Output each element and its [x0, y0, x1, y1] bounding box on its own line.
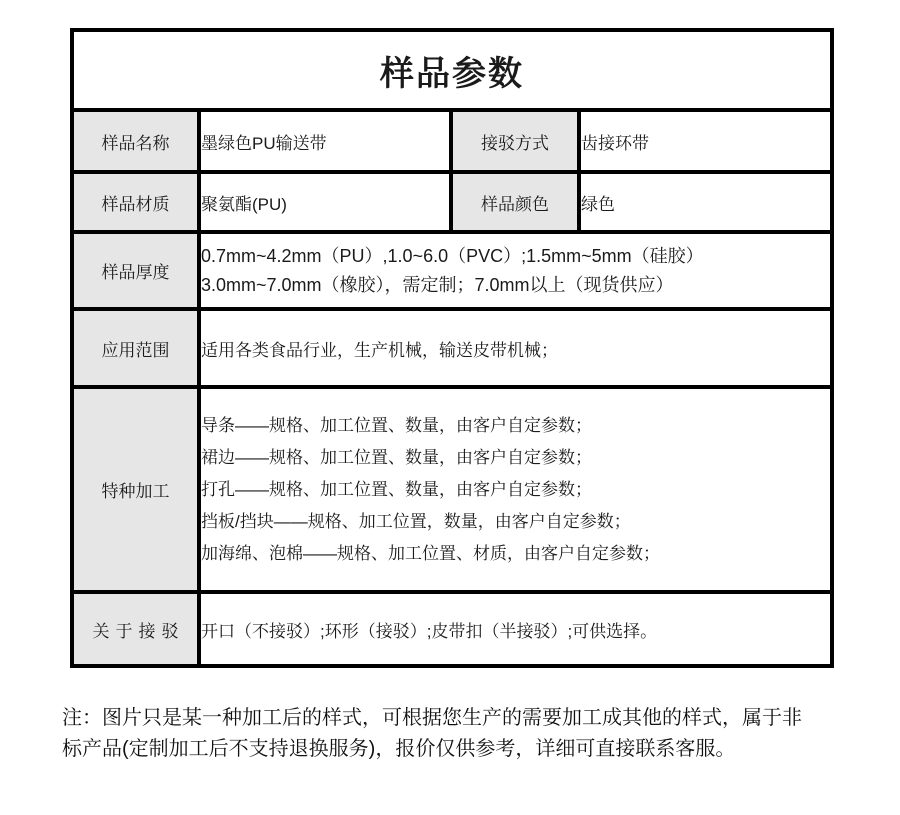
label-joint-method: 接驳方式	[451, 110, 579, 172]
label-sample-material: 样品材质	[72, 172, 199, 232]
label-sample-name: 样品名称	[72, 110, 199, 172]
table-row-about-joint	[72, 592, 832, 666]
footnote-line-2: 标产品(定制加工后不支持退换服务)，报价仅供参考，详细可直接联系客服。	[62, 738, 736, 760]
special-line-sponge-foam: 加海绵、泡棉——规格、加工位置、材质，由客户自定参数；	[201, 543, 660, 563]
title-row	[72, 30, 832, 110]
special-line-guide-strip: 导条——规格、加工位置、数量，由客户自定参数；	[201, 415, 592, 435]
special-line-punching: 打孔——规格、加工位置、数量，由客户自定参数；	[201, 479, 592, 499]
table-row-special-processing	[72, 387, 832, 592]
footnote	[62, 703, 848, 765]
value-application-range: 适用各类食品行业，生产机械，输送皮带机械；	[199, 309, 832, 387]
special-line-baffle: 挡板/挡块——规格、加工位置，数量，由客户自定参数；	[201, 511, 631, 531]
value-special-processing	[199, 387, 832, 592]
label-special-processing: 特种加工	[72, 387, 199, 592]
value-sample-name: 墨绿色PU输送带	[199, 110, 451, 172]
spec-table	[70, 28, 834, 668]
table-row-name-joint	[72, 110, 832, 172]
label-sample-thickness: 样品厚度	[72, 232, 199, 309]
value-sample-color: 绿色	[579, 172, 832, 232]
label-application-range: 应用范围	[72, 309, 199, 387]
thickness-line-2: 3.0mm~7.0mm（橡胶），需定制；7.0mm以上（现货供应）	[201, 274, 674, 295]
table-row-material-color	[72, 172, 832, 232]
special-line-skirt: 裙边——规格、加工位置、数量，由客户自定参数；	[201, 447, 592, 467]
value-joint-method: 齿接环带	[579, 110, 832, 172]
table-row-application	[72, 309, 832, 387]
label-sample-color: 样品颜色	[451, 172, 579, 232]
value-about-joint: 开口（不接驳）;环形（接驳）;皮带扣（半接驳）;可供选择。	[199, 592, 832, 666]
value-sample-thickness	[199, 232, 832, 309]
label-about-joint: 关于接驳	[72, 592, 199, 666]
table-row-thickness	[72, 232, 832, 309]
thickness-line-1: 0.7mm~4.2mm（PU）,1.0~6.0（PVC）;1.5mm~5mm（硅胶）	[201, 245, 704, 266]
page-title: 样品参数	[72, 30, 832, 110]
value-sample-material: 聚氨酯(PU)	[199, 172, 451, 232]
footnote-line-1: 注：图片只是某一种加工后的样式，可根据您生产的需要加工成其他的样式，属于非	[62, 707, 802, 729]
